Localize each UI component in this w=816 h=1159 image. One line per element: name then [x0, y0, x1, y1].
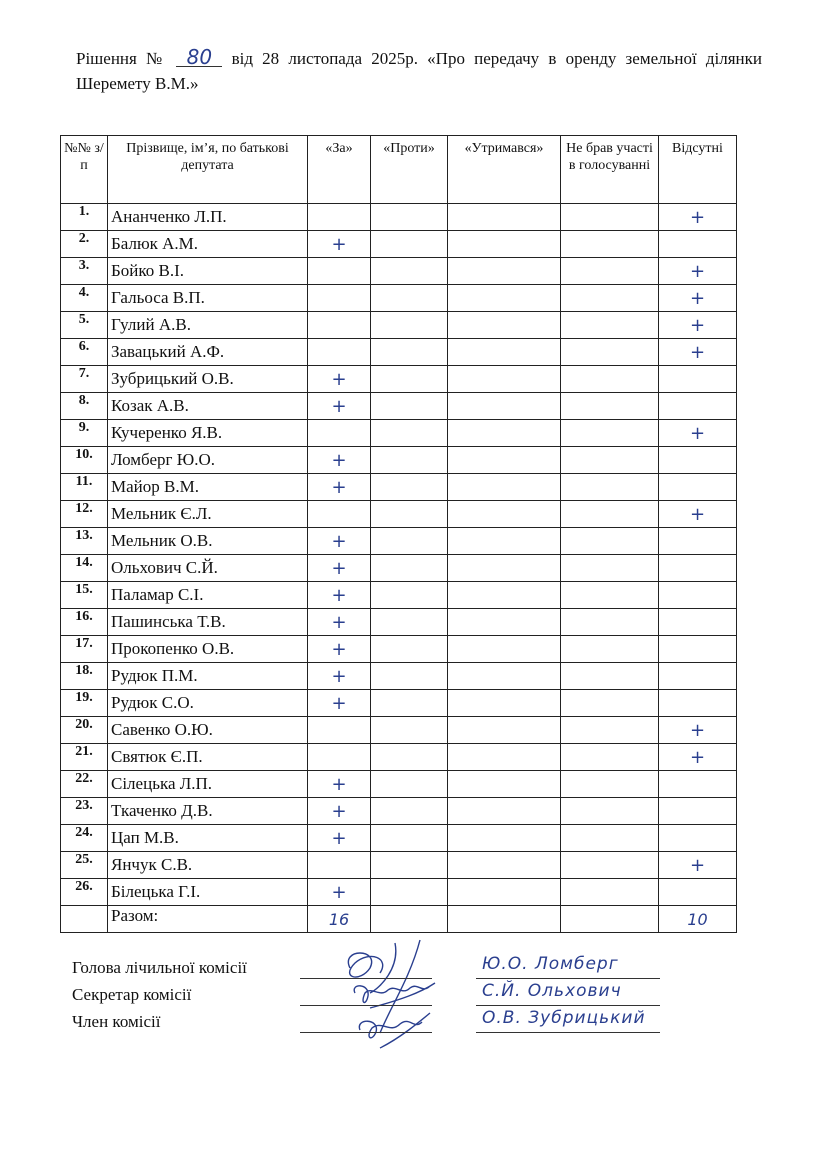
secretary-signature-line [300, 1005, 432, 1006]
table-row [61, 744, 737, 771]
table-row [61, 717, 737, 744]
table-row [61, 285, 737, 312]
row-number: 11. [61, 474, 108, 501]
vote-not-voted-cell [561, 744, 659, 771]
deputy-name: Бойко В.І. [108, 258, 308, 285]
vote-not-voted-cell [561, 339, 659, 366]
deputy-name: Білецька Г.І. [108, 879, 308, 906]
chair-row [72, 956, 752, 983]
vote-absent-cell [659, 555, 737, 582]
row-number: 1. [61, 204, 108, 231]
deputy-name: Ольхович С.Й. [108, 555, 308, 582]
vote-for-cell [308, 258, 371, 285]
vote-for-cell: + [308, 798, 371, 825]
vote-against-cell [371, 690, 448, 717]
deputy-name: Савенко О.Ю. [108, 717, 308, 744]
vote-abstained-cell [448, 528, 561, 555]
vote-for-cell [308, 312, 371, 339]
deputy-name: Ткаченко Д.В. [108, 798, 308, 825]
row-number: 8. [61, 393, 108, 420]
vote-not-voted-cell [561, 825, 659, 852]
table-row [61, 447, 737, 474]
vote-against-cell [371, 339, 448, 366]
table-row [61, 636, 737, 663]
member-signature-line [300, 1032, 432, 1033]
vote-abstained-cell [448, 420, 561, 447]
chair-name-line [476, 978, 660, 979]
vote-absent-cell [659, 366, 737, 393]
decision-heading [76, 46, 762, 96]
vote-absent-cell: + [659, 717, 737, 744]
row-number: 14. [61, 555, 108, 582]
row-number: 18. [61, 663, 108, 690]
secretary-role: Секретар комісії [72, 985, 192, 1004]
table-row [61, 474, 737, 501]
table-row [61, 339, 737, 366]
vote-abstained-cell [448, 312, 561, 339]
vote-for-cell: + [308, 555, 371, 582]
table-row [61, 852, 737, 879]
vote-for-cell [308, 420, 371, 447]
vote-absent-cell [659, 231, 737, 258]
vote-not-voted-cell [561, 636, 659, 663]
table-row [61, 798, 737, 825]
table-row [61, 393, 737, 420]
chair-name: Ю.О. Ломберг [482, 954, 619, 974]
vote-absent-cell [659, 609, 737, 636]
chair-signature-line [300, 978, 432, 979]
vote-absent-cell: + [659, 420, 737, 447]
deputy-name: Майор В.М. [108, 474, 308, 501]
vote-for-cell [308, 204, 371, 231]
vote-against-cell [371, 555, 448, 582]
vote-against-cell [371, 447, 448, 474]
total-against [371, 906, 448, 933]
vote-against-cell [371, 771, 448, 798]
member-name: О.В. Зубрицький [482, 1008, 646, 1028]
vote-abstained-cell [448, 204, 561, 231]
header-absent: Відсутні [659, 136, 737, 204]
row-number: 12. [61, 501, 108, 528]
vote-for-cell [308, 717, 371, 744]
vote-for-cell: + [308, 879, 371, 906]
vote-against-cell [371, 366, 448, 393]
deputy-name: Козак А.В. [108, 393, 308, 420]
member-row [72, 1010, 752, 1037]
table-row [61, 879, 737, 906]
vote-for-cell: + [308, 366, 371, 393]
header-not-voted: Не брав участі в голосуванні [561, 136, 659, 204]
row-number: 10. [61, 447, 108, 474]
row-number: 23. [61, 798, 108, 825]
vote-not-voted-cell [561, 231, 659, 258]
table-body [61, 204, 737, 906]
deputy-name: Мельник О.В. [108, 528, 308, 555]
row-number: 7. [61, 366, 108, 393]
vote-against-cell [371, 744, 448, 771]
row-number: 19. [61, 690, 108, 717]
vote-against-cell [371, 285, 448, 312]
vote-for-cell [308, 285, 371, 312]
deputy-name: Рудюк П.М. [108, 663, 308, 690]
total-num-cell [61, 906, 108, 933]
vote-abstained-cell [448, 744, 561, 771]
vote-not-voted-cell [561, 258, 659, 285]
voting-table [60, 135, 737, 933]
vote-for-cell: + [308, 771, 371, 798]
row-number: 5. [61, 312, 108, 339]
chair-role: Голова лічильної комісії [72, 958, 247, 977]
vote-abstained-cell [448, 609, 561, 636]
table-row [61, 663, 737, 690]
vote-for-cell [308, 501, 371, 528]
vote-abstained-cell [448, 285, 561, 312]
deputy-name: Янчук С.В. [108, 852, 308, 879]
table-row [61, 528, 737, 555]
vote-abstained-cell [448, 798, 561, 825]
header-name: Прізвище, ім’я, по батькові депутата [108, 136, 308, 204]
deputy-name: Гулий А.В. [108, 312, 308, 339]
row-number: 26. [61, 879, 108, 906]
vote-abstained-cell [448, 393, 561, 420]
table-row [61, 420, 737, 447]
vote-abstained-cell [448, 879, 561, 906]
deputy-name: Мельник Є.Л. [108, 501, 308, 528]
deputy-name: Ананченко Л.П. [108, 204, 308, 231]
vote-absent-cell [659, 447, 737, 474]
vote-not-voted-cell [561, 366, 659, 393]
header-number: №№ з/п [61, 136, 108, 204]
table-header-row [61, 136, 737, 204]
vote-not-voted-cell [561, 879, 659, 906]
vote-absent-cell [659, 798, 737, 825]
member-role: Член комісії [72, 1012, 161, 1031]
header-against: «Проти» [371, 136, 448, 204]
vote-for-cell: + [308, 231, 371, 258]
vote-absent-cell [659, 393, 737, 420]
vote-not-voted-cell [561, 420, 659, 447]
vote-for-cell: + [308, 528, 371, 555]
vote-against-cell [371, 528, 448, 555]
deputy-name: Рудюк С.О. [108, 690, 308, 717]
vote-against-cell [371, 258, 448, 285]
deputy-name: Цап М.В. [108, 825, 308, 852]
vote-absent-cell: + [659, 204, 737, 231]
deputy-name: Святюк Є.П. [108, 744, 308, 771]
table-row [61, 312, 737, 339]
vote-abstained-cell [448, 636, 561, 663]
deputy-name: Паламар С.І. [108, 582, 308, 609]
vote-not-voted-cell [561, 798, 659, 825]
vote-abstained-cell [448, 825, 561, 852]
deputy-name: Кучеренко Я.В. [108, 420, 308, 447]
total-row [61, 906, 737, 933]
vote-not-voted-cell [561, 690, 659, 717]
vote-for-cell: + [308, 690, 371, 717]
heading-title: від 28 листопада 2025р. «Про передачу в оренду земельної ділянки Шеремету В.М.» [76, 49, 762, 93]
total-abstained [448, 906, 561, 933]
row-number: 16. [61, 609, 108, 636]
vote-for-cell: + [308, 474, 371, 501]
row-number: 24. [61, 825, 108, 852]
total-label: Разом: [108, 906, 308, 933]
vote-absent-cell [659, 636, 737, 663]
vote-not-voted-cell [561, 528, 659, 555]
table-row [61, 204, 737, 231]
vote-for-cell [308, 852, 371, 879]
vote-absent-cell: + [659, 501, 737, 528]
vote-for-cell: + [308, 663, 371, 690]
vote-not-voted-cell [561, 285, 659, 312]
table-row [61, 231, 737, 258]
deputy-name: Гальоса В.П. [108, 285, 308, 312]
row-number: 6. [61, 339, 108, 366]
secretary-row [72, 983, 752, 1010]
table-row [61, 582, 737, 609]
row-number: 15. [61, 582, 108, 609]
vote-not-voted-cell [561, 501, 659, 528]
vote-against-cell [371, 501, 448, 528]
row-number: 21. [61, 744, 108, 771]
vote-against-cell [371, 798, 448, 825]
heading-prefix: Рішення № [76, 49, 168, 68]
vote-absent-cell [659, 663, 737, 690]
secretary-name: С.Й. Ольхович [482, 981, 622, 1001]
vote-absent-cell [659, 528, 737, 555]
vote-not-voted-cell [561, 474, 659, 501]
table-row [61, 771, 737, 798]
vote-against-cell [371, 474, 448, 501]
vote-absent-cell: + [659, 285, 737, 312]
vote-against-cell [371, 393, 448, 420]
vote-absent-cell: + [659, 258, 737, 285]
row-number: 20. [61, 717, 108, 744]
vote-abstained-cell [448, 339, 561, 366]
vote-absent-cell: + [659, 852, 737, 879]
vote-abstained-cell [448, 366, 561, 393]
vote-absent-cell [659, 825, 737, 852]
decision-number: 80 [176, 48, 222, 67]
deputy-name: Ломберг Ю.О. [108, 447, 308, 474]
total-for: 16 [308, 906, 371, 933]
vote-against-cell [371, 204, 448, 231]
table-row [61, 555, 737, 582]
row-number: 2. [61, 231, 108, 258]
vote-not-voted-cell [561, 555, 659, 582]
table-row [61, 501, 737, 528]
row-number: 25. [61, 852, 108, 879]
vote-for-cell [308, 339, 371, 366]
vote-against-cell [371, 609, 448, 636]
vote-against-cell [371, 636, 448, 663]
total-not-voted [561, 906, 659, 933]
vote-not-voted-cell [561, 717, 659, 744]
deputy-name: Сілецька Л.П. [108, 771, 308, 798]
vote-for-cell: + [308, 393, 371, 420]
vote-absent-cell: + [659, 744, 737, 771]
vote-abstained-cell [448, 690, 561, 717]
vote-absent-cell [659, 474, 737, 501]
deputy-name: Балюк А.М. [108, 231, 308, 258]
vote-not-voted-cell [561, 582, 659, 609]
vote-abstained-cell [448, 555, 561, 582]
table-row [61, 366, 737, 393]
vote-abstained-cell [448, 771, 561, 798]
vote-abstained-cell [448, 258, 561, 285]
vote-for-cell: + [308, 636, 371, 663]
vote-abstained-cell [448, 474, 561, 501]
secretary-name-line [476, 1005, 660, 1006]
deputy-name: Пашинська Т.В. [108, 609, 308, 636]
vote-for-cell: + [308, 582, 371, 609]
row-number: 13. [61, 528, 108, 555]
vote-against-cell [371, 825, 448, 852]
vote-not-voted-cell [561, 609, 659, 636]
vote-for-cell: + [308, 447, 371, 474]
vote-abstained-cell [448, 852, 561, 879]
vote-absent-cell [659, 582, 737, 609]
vote-not-voted-cell [561, 663, 659, 690]
vote-against-cell [371, 879, 448, 906]
vote-not-voted-cell [561, 204, 659, 231]
vote-for-cell [308, 744, 371, 771]
vote-for-cell: + [308, 609, 371, 636]
vote-not-voted-cell [561, 771, 659, 798]
vote-abstained-cell [448, 231, 561, 258]
vote-against-cell [371, 420, 448, 447]
total-absent: 10 [659, 906, 737, 933]
row-number: 3. [61, 258, 108, 285]
vote-for-cell: + [308, 825, 371, 852]
row-number: 9. [61, 420, 108, 447]
deputy-name: Зубрицький О.В. [108, 366, 308, 393]
vote-absent-cell: + [659, 339, 737, 366]
vote-against-cell [371, 312, 448, 339]
table-row [61, 258, 737, 285]
header-for: «За» [308, 136, 371, 204]
vote-abstained-cell [448, 501, 561, 528]
vote-against-cell [371, 663, 448, 690]
vote-abstained-cell [448, 582, 561, 609]
vote-abstained-cell [448, 663, 561, 690]
vote-abstained-cell [448, 447, 561, 474]
vote-absent-cell [659, 771, 737, 798]
row-number: 17. [61, 636, 108, 663]
vote-absent-cell [659, 690, 737, 717]
vote-absent-cell: + [659, 312, 737, 339]
vote-against-cell [371, 582, 448, 609]
deputy-name: Завацький А.Ф. [108, 339, 308, 366]
row-number: 4. [61, 285, 108, 312]
table-row [61, 825, 737, 852]
vote-absent-cell [659, 879, 737, 906]
vote-against-cell [371, 852, 448, 879]
row-number: 22. [61, 771, 108, 798]
table-row [61, 690, 737, 717]
vote-not-voted-cell [561, 393, 659, 420]
vote-against-cell [371, 717, 448, 744]
header-abstained: «Утримався» [448, 136, 561, 204]
table-row [61, 609, 737, 636]
vote-not-voted-cell [561, 447, 659, 474]
deputy-name: Прокопенко О.В. [108, 636, 308, 663]
vote-abstained-cell [448, 717, 561, 744]
vote-not-voted-cell [561, 852, 659, 879]
member-name-line [476, 1032, 660, 1033]
vote-against-cell [371, 231, 448, 258]
vote-not-voted-cell [561, 312, 659, 339]
signature-block [72, 956, 752, 1037]
